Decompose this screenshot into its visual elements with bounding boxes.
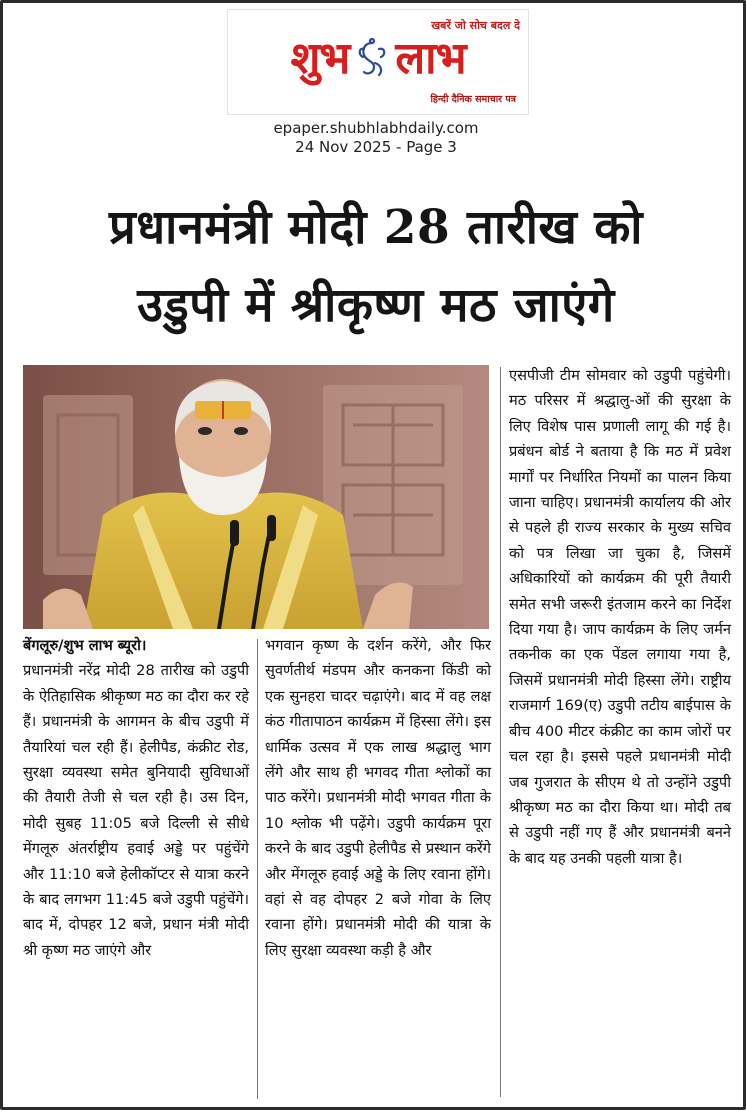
- column-divider-2: [500, 367, 501, 1097]
- headline-line-1: प्रधानमंत्री मोदी 28 तारीख को: [109, 200, 643, 255]
- headline-line-2: उडुपी में श्रीकृष्ण मठ जाएंगे: [137, 278, 615, 333]
- article-photo: [23, 365, 489, 629]
- article-headline: [13, 189, 739, 345]
- logo-word-shubh: शुभ: [290, 33, 350, 84]
- article-dateline: बेंगलूरु/शुभ लाभ ब्यूरो।: [23, 637, 147, 654]
- masthead-tagline: खबरें जो सोच बदल दे: [431, 19, 520, 32]
- article-column-3: [509, 363, 731, 871]
- source-info: [3, 119, 746, 157]
- masthead: [227, 9, 529, 115]
- column-2-text: भगवान कृष्ण के दर्शन करेंगे, और फिर सुवर्णतीर्थ मंडपम और कनकना किंडी को एक सुनहरा चादर चढ़ाएंगे। बाद में वह लक्ष कंठ गीतापाठन कार्यक्रम में हिस्सा लेंगे। इस धार्मिक उत्सव में एक लाख श्रद्धालु भाग लेंगे और साथ ही भगवद गीता श्लोकों का पाठ करेंगे। प्रधानमंत्री मोदी भगवत गीता के 10 श्लोक भी पढ़ेंगे। उडुपी कार्यक्रम पूरा करने के बाद उडुपी हेलीपैड से प्रस्थान करेंगे और मेंगलूरु हवाई अड्डे के लिए रवाना होंगे। वहां से वह दोपहर 2 बजे गोवा के लिए रवाना होंगे। प्रधानमंत्री मोदी की यात्रा के लिए सुरक्षा व्यवस्था कड़ी है और: [265, 637, 491, 959]
- ganesha-icon: [355, 37, 389, 81]
- article-column-2: [265, 633, 491, 963]
- article-column-1: [23, 633, 249, 963]
- masthead-subtitle: हिन्दी दैनिक समाचार पत्र: [430, 94, 516, 105]
- column-3-text: एसपीजी टीम सोमवार को उडुपी पहुंचेगी। मठ परिसर में श्रद्धालु-ओं की सुरक्षा के लिए विशेष पास प्रणाली लागू की गई है। प्रबंधन बोर्ड ने बताया है कि मठ में प्रवेश मार्गों पर निर्धारित नियमों का पालन किया जाना चाहिए। प्रधानमंत्री कार्यालय की ओर से पहले ही राज्य सरकार के मुख्य सचिव को पत्र लिखा जा चुका है, जिसमें अधिकारियों को कार्यक्रम की पूरी तैयारी समेत सभी जरूरी इंतजाम करने का निर्देश दिया गया है। जाप कार्यक्रम के लिए जर्मन तकनीक का एक पेंडल लगाया गया है, जिसमें प्रधानमंत्री मोदी हिस्सा लेंगे। राष्ट्रीय राजमार्ग 169(ए) उडुपी तटीय बाईपास के बीच 400 मीटर कंक्रीट का काम जोरों पर चल रहा है। इससे पहले प्रधानमंत्री मोदी जब गुजरात के सीएम थे तो उन्होंने उडुपी श्रीकृष्ण मठ का दौरा किया था। मोदी तब से उडुपी नहीं गए हैं और प्रधानमंत्री बनने के बाद यह उनकी पहली यात्रा है।: [509, 367, 731, 867]
- column-divider-1: [257, 639, 258, 1099]
- newspaper-logo: [236, 32, 520, 86]
- issue-date-page: 24 Nov 2025 - Page 3: [295, 138, 457, 156]
- column-1-text: प्रधानमंत्री नरेंद्र मोदी 28 तारीख को उडुपी के ऐतिहासिक श्रीकृष्ण मठ का दौरा कर रहे हैं। प्रधानमंत्री के आगमन के बीच उडुपी में तैयारियां चल रही हैं। हेलीपैड, कंक्रीट रोड, सुरक्षा व्यवस्था समेत बुनियादी सुविधाओं की तैयारी तेजी से चल रही है। उस दिन, मोदी सुबह 11:05 बजे दिल्ली से सीधे मेंगलूरु अंतर्राष्ट्रीय हवाई अड्डे पर पहुंचेंगे और 11:10 बजे हेलीकॉप्टर से यात्रा करने के बाद लगभग 11:45 बजे उडुपी पहुंचेंगे। बाद में, दोपहर 12 बजे, प्रधान मंत्री मोदी श्री कृष्ण मठ जाएंगे और: [23, 662, 249, 959]
- photo-illustration: [23, 365, 489, 629]
- epaper-url[interactable]: epaper.shubhlabhdaily.com: [273, 119, 479, 137]
- logo-word-labh: लाभ: [395, 33, 466, 84]
